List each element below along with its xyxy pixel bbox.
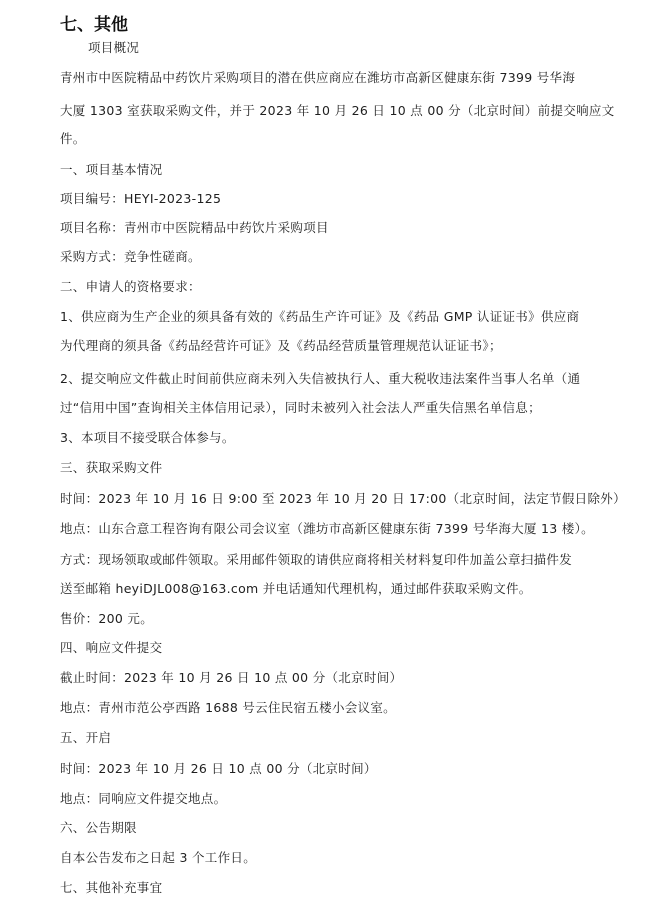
section-heading: 七、其他 — [60, 15, 128, 35]
section-5-heading: 五、开启 — [60, 730, 112, 745]
overview-text-line-1: 青州市中医院精品中药饮片采购项目的潜在供应商应在潍坊市高新区健康东街 7399 号华海 — [60, 70, 576, 85]
opening-time: 时间：2023 年 10 月 26 日 10 点 00 分（北京时间） — [60, 761, 377, 776]
overview-label: 项目概况 — [88, 40, 140, 55]
procurement-method: 采购方式：竞争性磋商。 — [60, 249, 201, 264]
section-4-heading: 四、响应文件提交 — [60, 640, 163, 655]
opening-location: 地点：同响应文件提交地点。 — [60, 791, 227, 806]
acquisition-location: 地点：山东合意工程咨询有限公司会议室（潍坊市高新区健康东街 7399 号华海大厦 13 楼）。 — [60, 521, 594, 536]
submission-location: 地点：青州市范公亭西路 1688 号云住民宿五楼小会议室。 — [60, 700, 396, 715]
requirement-3: 3、本项目不接受联合体参与。 — [60, 430, 235, 445]
project-name: 项目名称：青州市中医院精品中药饮片采购项目 — [60, 220, 329, 235]
overview-text-line-3: 件。 — [60, 131, 86, 146]
section-2-heading: 二、申请人的资格要求： — [60, 279, 201, 294]
requirement-1-line-1: 1、供应商为生产企业的须具备有效的《药品生产许可证》及《药品 GMP 认证证书》供应商 — [60, 309, 580, 324]
requirement-1-line-2: 为代理商的须具备《药品经营许可证》及《药品经营质量管理规范认证证书》； — [60, 338, 502, 353]
requirement-2-line-1: 2、提交响应文件截止时间前供应商未列入失信被执行人、重大税收违法案件当事人名单（通 — [60, 371, 581, 386]
announcement-period: 自本公告发布之日起 3 个工作日。 — [60, 850, 257, 865]
section-1-heading: 一、项目基本情况 — [60, 162, 163, 177]
section-3-heading: 三、获取采购文件 — [60, 460, 163, 475]
project-number: 项目编号：HEYI-2023-125 — [60, 191, 222, 206]
requirement-2-line-2: 过“信用中国”查询相关主体信用记录），同时未被列入社会法人严重失信黑名单信息； — [60, 400, 541, 415]
section-6-heading: 六、公告期限 — [60, 820, 137, 835]
overview-text-line-2: 大厦 1303 室获取采购文件，并于 2023 年 10 月 26 日 10 点 00 分（北京时间）前提交响应文 — [60, 103, 615, 118]
acquisition-method-line-1: 方式：现场领取或邮件领取。采用邮件领取的请供应商将相关材料复印件加盖公章扫描件发 — [60, 552, 573, 567]
submission-deadline: 截止时间：2023 年 10 月 26 日 10 点 00 分（北京时间） — [60, 670, 403, 685]
acquisition-method-line-2: 送至邮箱 heyiDJL008@163.com 并电话通知代理机构，通过邮件获取采购文件。 — [60, 581, 532, 596]
price: 售价：200 元。 — [60, 611, 154, 626]
acquisition-time: 时间：2023 年 10 月 16 日 9:00 至 2023 年 10 月 20 日 17:00（北京时间，法定节假日除外） — [60, 491, 626, 506]
section-7-heading: 七、其他补充事宜 — [60, 880, 163, 895]
